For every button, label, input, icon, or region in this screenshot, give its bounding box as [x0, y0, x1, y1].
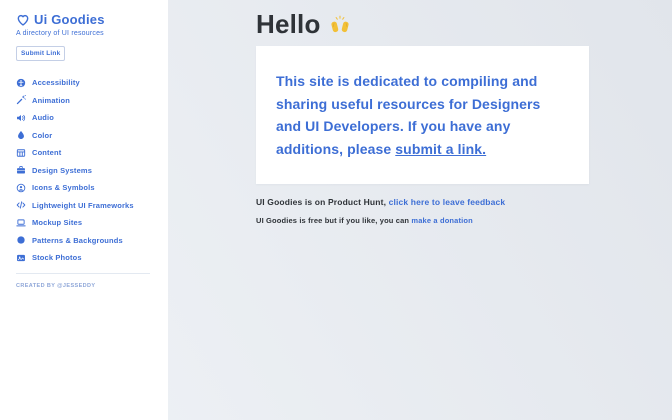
product-hunt-note	[256, 197, 672, 207]
sidebar-item-content[interactable]	[16, 144, 154, 162]
created-by-credit[interactable]: CREATED BY @JESSEDDY	[16, 282, 96, 289]
submit-link-button[interactable]: Submit Link	[16, 46, 65, 61]
greeting-heading: Hello	[256, 8, 321, 39]
sidebar-item-label: Animation	[32, 95, 71, 105]
sidebar-item-label: Design Systems	[32, 165, 93, 175]
sidebar-item-patterns-backgrounds[interactable]	[16, 232, 154, 250]
sidebar-item-label: Color	[32, 130, 53, 140]
main-content	[168, 0, 672, 420]
sidebar-item-label: Content	[32, 148, 62, 158]
make-a-donation-link[interactable]: make a donation	[411, 216, 473, 225]
heart-icon	[16, 13, 30, 27]
sidebar-item-mockup-sites[interactable]	[16, 214, 154, 232]
sidebar-item-icons-symbols[interactable]	[16, 179, 154, 197]
sidebar-item-label: Patterns & Backgrounds	[32, 235, 123, 245]
page-subtitle: A directory of UI resources	[16, 30, 104, 37]
intro-card	[256, 46, 589, 184]
sidebar-item-design-systems[interactable]	[16, 162, 154, 180]
code-icon	[16, 200, 26, 210]
table-icon	[16, 148, 26, 158]
sidebar-item-audio[interactable]	[16, 109, 154, 127]
image-icon	[16, 253, 26, 263]
droplet-icon	[16, 130, 26, 140]
accessibility-icon	[16, 78, 26, 88]
sidebar-divider	[16, 273, 150, 274]
brand[interactable]	[16, 12, 154, 27]
magic-wand-icon	[16, 95, 26, 105]
sidebar-item-label: Mockup Sites	[32, 218, 83, 228]
product-hunt-text: UI Goodies is on Product Hunt,	[256, 197, 389, 207]
sidebar-item-accessibility[interactable]	[16, 74, 154, 92]
sidebar	[0, 0, 168, 420]
sidebar-nav	[16, 74, 154, 267]
user-circle-icon	[16, 183, 26, 193]
sidebar-item-lightweight-ui-frameworks[interactable]	[16, 197, 154, 215]
raising-hands-icon	[328, 14, 352, 36]
donation-text: UI Goodies is free but if you like, you can	[256, 216, 412, 225]
leave-feedback-link[interactable]: click here to leave feedback	[388, 197, 506, 207]
intro-text	[276, 70, 569, 160]
sidebar-item-label: Stock Photos	[32, 253, 82, 263]
laptop-icon	[16, 218, 26, 228]
donation-note	[256, 216, 672, 225]
briefcase-icon	[16, 165, 26, 175]
sidebar-item-label: Lightweight UI Frameworks	[32, 200, 134, 210]
sidebar-item-label: Audio	[32, 113, 54, 123]
speaker-icon	[16, 113, 26, 123]
sidebar-item-color[interactable]	[16, 127, 154, 145]
submit-a-link-link[interactable]: submit a link.	[395, 140, 487, 157]
sidebar-item-label: Icons & Symbols	[32, 183, 95, 193]
sidebar-item-stock-photos[interactable]	[16, 249, 154, 267]
intro-text-body: This site is dedicated to compiling and sharing useful resources for Designers and UI Developers. If you have any additions, please	[276, 73, 541, 157]
greeting-row	[256, 8, 672, 40]
circle-icon	[16, 235, 26, 245]
page-title: Ui Goodies	[34, 12, 105, 27]
sidebar-item-animation[interactable]	[16, 92, 154, 110]
sidebar-item-label: Accessibility	[32, 78, 80, 88]
